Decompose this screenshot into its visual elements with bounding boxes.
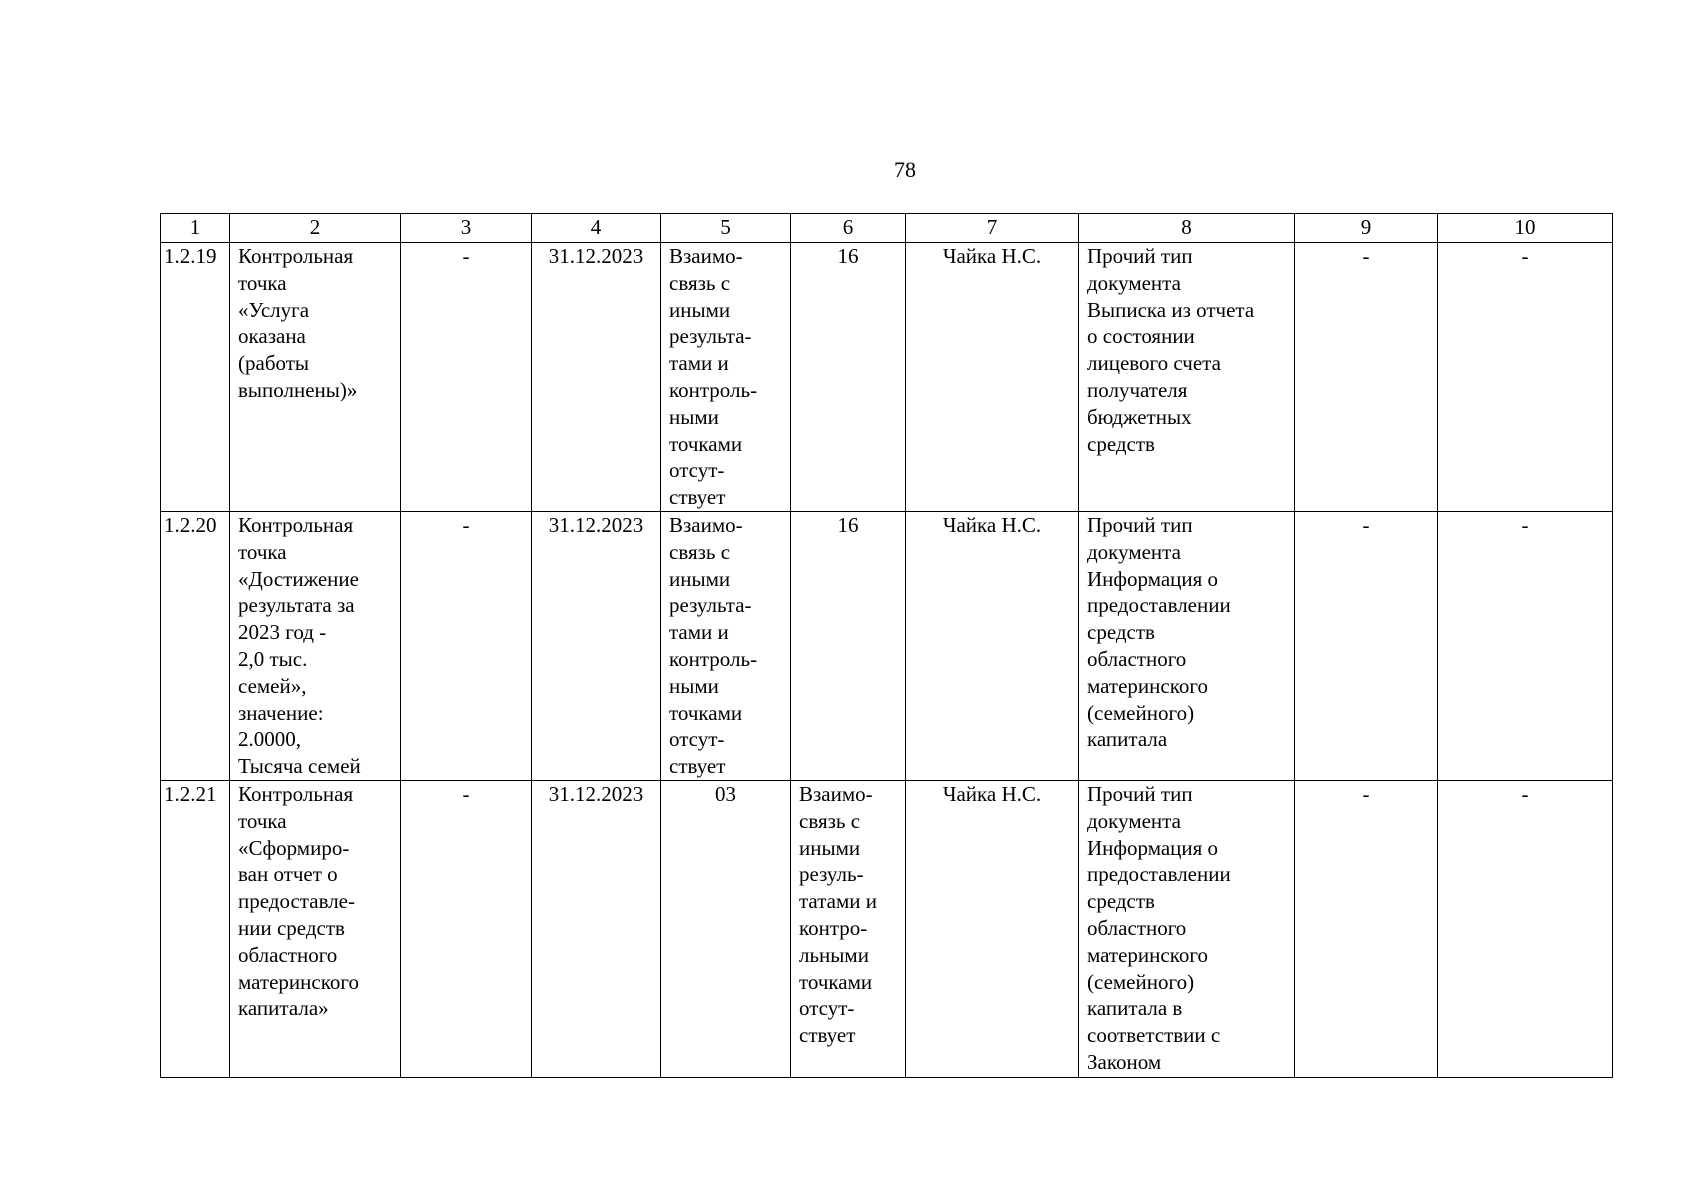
table-header-row bbox=[161, 214, 1613, 243]
cell-col10: - bbox=[1438, 781, 1613, 1078]
column-header: 8 bbox=[1079, 214, 1295, 243]
cell-col3: - bbox=[401, 243, 532, 512]
row-number: 1.2.19 bbox=[161, 243, 230, 512]
table-row bbox=[161, 243, 1613, 512]
cell-col9: - bbox=[1295, 512, 1438, 781]
cell-col6: 16 bbox=[791, 243, 906, 512]
column-header: 6 bbox=[791, 214, 906, 243]
cell-col3: - bbox=[401, 512, 532, 781]
responsible-person: Чайка Н.С. bbox=[906, 512, 1079, 781]
results-table bbox=[160, 213, 1613, 1078]
cell-col6: Взаимо- связь с иными резуль- татами и контро- льными точками отсут- ствует bbox=[791, 781, 906, 1078]
table-row bbox=[161, 512, 1613, 781]
column-header: 9 bbox=[1295, 214, 1438, 243]
cell-col5: Взаимо- связь с иными результа- тами и контроль- ными точками отсут- ствует bbox=[661, 512, 791, 781]
column-header: 4 bbox=[532, 214, 661, 243]
cell-col10: - bbox=[1438, 243, 1613, 512]
row-number: 1.2.21 bbox=[161, 781, 230, 1078]
checkpoint-name: Контрольная точка «Сформиро- ван отчет о предоставле- нии средств областного материнского капитала» bbox=[230, 781, 401, 1078]
page-number: 78 bbox=[894, 157, 916, 182]
responsible-person: Чайка Н.С. bbox=[906, 781, 1079, 1078]
responsible-person: Чайка Н.С. bbox=[906, 243, 1079, 512]
column-header: 3 bbox=[401, 214, 532, 243]
column-header: 2 bbox=[230, 214, 401, 243]
date-cell: 31.12.2023 bbox=[532, 243, 661, 512]
cell-col6: 16 bbox=[791, 512, 906, 781]
row-number: 1.2.20 bbox=[161, 512, 230, 781]
checkpoint-name: Контрольная точка «Достижение результата за 2023 год - 2,0 тыс. семей», значение: 2.0000, Тысяча семей bbox=[230, 512, 401, 781]
cell-col5: Взаимо- связь с иными результа- тами и контроль- ными точками отсут- ствует bbox=[661, 243, 791, 512]
checkpoint-name: Контрольная точка «Услуга оказана (работы выполнены)» bbox=[230, 243, 401, 512]
column-header: 1 bbox=[161, 214, 230, 243]
cell-col3: - bbox=[401, 781, 532, 1078]
table-row bbox=[161, 781, 1613, 1078]
column-header: 5 bbox=[661, 214, 791, 243]
document-type: Прочий тип документа Информация о предоставлении средств областного материнского (семейного) капитала в соответствии с Законом bbox=[1079, 781, 1295, 1078]
column-header: 7 bbox=[906, 214, 1079, 243]
cell-col10: - bbox=[1438, 512, 1613, 781]
document-type: Прочий тип документа Выписка из отчета о состоянии лицевого счета получателя бюджетных средств bbox=[1079, 243, 1295, 512]
date-cell: 31.12.2023 bbox=[532, 781, 661, 1078]
document-type: Прочий тип документа Информация о предоставлении средств областного материнского (семейного) капитала bbox=[1079, 512, 1295, 781]
cell-col9: - bbox=[1295, 781, 1438, 1078]
cell-col9: - bbox=[1295, 243, 1438, 512]
column-header: 10 bbox=[1438, 214, 1613, 243]
cell-col5: 03 bbox=[661, 781, 791, 1078]
date-cell: 31.12.2023 bbox=[532, 512, 661, 781]
